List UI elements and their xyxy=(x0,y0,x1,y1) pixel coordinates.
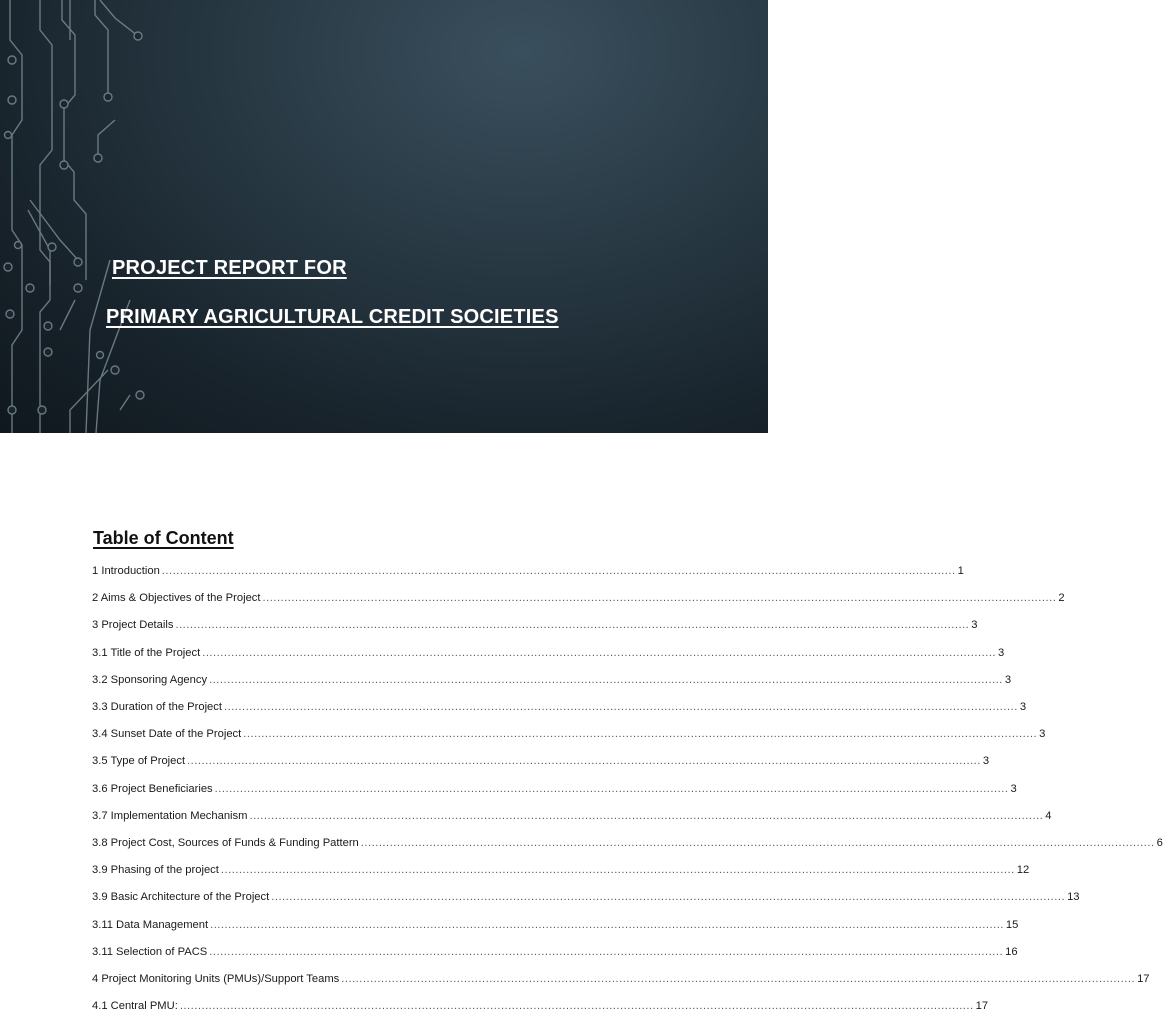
toc-entry-label: 3.3 Duration of the Project xyxy=(92,701,222,713)
toc-entry-page-number: 16 xyxy=(1005,945,1018,958)
toc-dot-leader: ............................................................................................................................................................................................................................ xyxy=(341,973,1136,985)
slide-title-line-2: PRIMARY AGRICULTURAL CREDIT SOCIETIES xyxy=(106,306,559,328)
toc-dot-leader: ............................................................................................................................................................................................................................ xyxy=(161,565,956,577)
toc-entry[interactable] xyxy=(92,565,964,577)
toc-entry[interactable] xyxy=(92,782,1017,795)
toc-entry[interactable] xyxy=(92,646,1005,659)
toc-dot-leader: ............................................................................................................................................................................................................................ xyxy=(214,782,1009,795)
toc-entry[interactable] xyxy=(92,918,1019,931)
toc-entry-page-number: 3 xyxy=(1019,701,1027,713)
toc-entry[interactable] xyxy=(92,891,1080,904)
toc-dot-leader: ............................................................................................................................................................................................................................ xyxy=(223,701,1018,713)
toc-entry[interactable] xyxy=(92,837,1163,849)
toc-entry-label: 1 Introduction xyxy=(92,565,160,577)
circuit-decoration xyxy=(0,0,180,433)
toc-entry[interactable] xyxy=(92,945,1018,958)
toc-entry-label: 2 Aims & Objectives of the Project xyxy=(92,592,261,605)
toc-entry-page-number: 6 xyxy=(1156,837,1163,849)
toc-entry-label: 3 Project Details xyxy=(92,619,174,632)
slide-title-line-1: PROJECT REPORT FOR xyxy=(112,257,347,279)
toc-entry-label: 3.11 Data Management xyxy=(92,918,209,931)
toc-entry-label: 3.5 Type of Project xyxy=(92,755,186,768)
toc-dot-leader: ............................................................................................................................................................................................................................ xyxy=(249,809,1044,822)
toc-entry-page-number: 17 xyxy=(975,1000,989,1013)
toc-entry-label: 4 Project Monitoring Units (PMUs)/Support Teams xyxy=(92,973,340,985)
toc-dot-leader: ............................................................................................................................................................................................................................ xyxy=(220,864,1015,877)
toc-entry-page-number: 3 xyxy=(971,619,978,632)
toc-dot-leader: ............................................................................................................................................................................................................................ xyxy=(262,592,1057,605)
toc-heading: Table of Content xyxy=(93,528,234,548)
toc-entry[interactable] xyxy=(92,755,990,768)
toc-entry-page-number: 13 xyxy=(1067,891,1080,904)
toc-entry-page-number: 3 xyxy=(1010,782,1017,795)
toc-entry-page-number: 12 xyxy=(1016,864,1030,877)
toc-entry-page-number: 2 xyxy=(1058,592,1065,605)
toc-entry-page-number: 15 xyxy=(1005,918,1019,931)
toc-page xyxy=(0,433,1163,1024)
toc-entry-label: 3.8 Project Cost, Sources of Funds & Funding Pattern xyxy=(92,837,359,849)
toc-entry-label: 3.7 Implementation Mechanism xyxy=(92,809,248,822)
toc-entry[interactable] xyxy=(92,728,1046,741)
toc-entry[interactable] xyxy=(92,809,1052,822)
toc-entry-page-number: 17 xyxy=(1137,973,1150,985)
toc-entry-label: 3.1 Title of the Project xyxy=(92,646,201,659)
toc-entry[interactable] xyxy=(92,619,978,632)
toc-entry-label: 3.11 Selection of PACS xyxy=(92,945,208,958)
toc-entry[interactable] xyxy=(92,673,1012,686)
toc-entry-label: 3.9 Phasing of the project xyxy=(92,864,219,877)
toc-entry-page-number: 3 xyxy=(982,755,990,768)
toc-dot-leader: ............................................................................................................................................................................................................................ xyxy=(179,1000,974,1013)
toc-dot-leader: ............................................................................................................................................................................................................................ xyxy=(175,619,970,632)
toc-dot-leader: ............................................................................................................................................................................................................................ xyxy=(209,945,1004,958)
toc-dot-leader: ............................................................................................................................................................................................................................ xyxy=(271,891,1066,904)
toc-entry[interactable] xyxy=(92,1000,989,1013)
toc-entry-page-number: 1 xyxy=(957,565,964,577)
toc-entry-label: 4.1 Central PMU: xyxy=(92,1000,178,1013)
toc-entry-label: 3.4 Sunset Date of the Project xyxy=(92,728,242,741)
toc-entry-label: 3.6 Project Beneficiaries xyxy=(92,782,213,795)
toc-entry[interactable] xyxy=(92,592,1065,605)
toc-entry-page-number: 4 xyxy=(1045,809,1052,822)
toc-entry-page-number: 3 xyxy=(998,646,1005,659)
toc-entry[interactable] xyxy=(92,973,1150,985)
toc-dot-leader: ............................................................................................................................................................................................................................ xyxy=(360,837,1155,849)
title-slide xyxy=(0,0,768,433)
toc-dot-leader: ............................................................................................................................................................................................................................ xyxy=(187,755,981,768)
toc-dot-leader: ............................................................................................................................................................................................................................ xyxy=(202,646,997,659)
toc-dot-leader: ............................................................................................................................................................................................................................ xyxy=(243,728,1038,741)
toc-entry[interactable] xyxy=(92,701,1027,713)
toc-entry[interactable] xyxy=(92,864,1030,877)
toc-entry-page-number: 3 xyxy=(1039,728,1046,741)
toc-dot-leader: ............................................................................................................................................................................................................................ xyxy=(210,918,1004,931)
toc-entry-label: 3.2 Sponsoring Agency xyxy=(92,673,208,686)
toc-dot-leader: ............................................................................................................................................................................................................................ xyxy=(209,673,1003,686)
toc-entry-label: 3.9 Basic Architecture of the Project xyxy=(92,891,270,904)
toc-entry-page-number: 3 xyxy=(1004,673,1012,686)
